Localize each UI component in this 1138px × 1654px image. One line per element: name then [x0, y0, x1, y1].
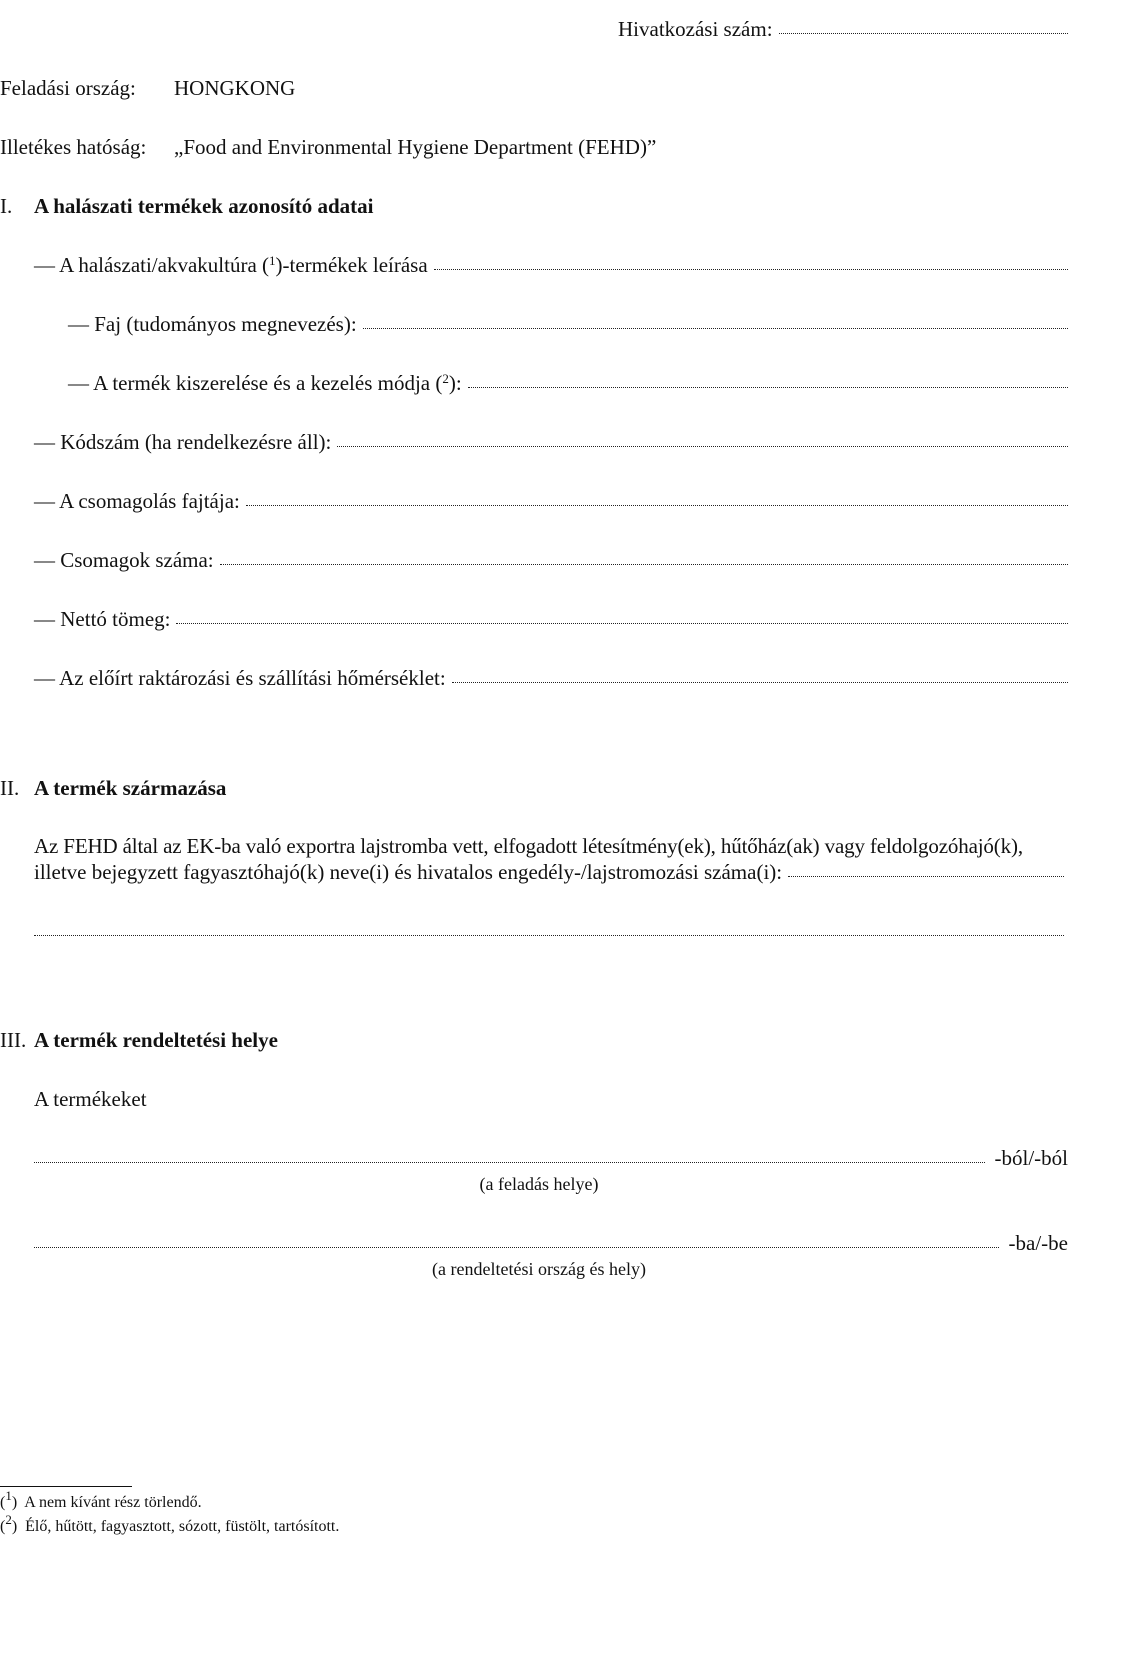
dispatch-place-line [34, 1146, 1068, 1171]
origin-paragraph-line-1: Az FEHD által az EK-ba való exportra lajstromba vett, elfogadott létesítmény(ek), hűtőház(ak) vagy feldolgozóhajó(k), [34, 834, 1023, 858]
footnote-ref-1: 1 [269, 253, 276, 268]
net-weight-line [34, 607, 1068, 632]
presentation-line [68, 371, 1068, 396]
destination-place-line [34, 1231, 1068, 1256]
product-description-line [34, 253, 1068, 278]
packaging-type-line [34, 489, 1068, 514]
section-3-title: A termék rendeltetési helye [34, 1028, 278, 1052]
package-count-line [34, 548, 1068, 573]
dispatch-place-suffix: -ból/-ból [994, 1146, 1068, 1170]
packaging-type-field[interactable] [246, 505, 1068, 506]
destination-intro: A termékeket [34, 1087, 147, 1111]
temperature-line [34, 666, 1068, 691]
reference-number-field[interactable] [779, 33, 1068, 34]
footnote-1-text: A nem kívánt rész törlendő. [24, 1494, 202, 1511]
product-description-field[interactable] [434, 269, 1068, 270]
product-description-label: — A halászati/akvakultúra ($^1$)-termékek leírása [34, 253, 428, 277]
origin-paragraph-line-2 [34, 860, 1064, 885]
section-1-number: I. [0, 194, 13, 218]
presentation-label: — A termék kiszerelése és a kezelés módja ($^2$): [68, 371, 462, 395]
section-3-number: III. [0, 1028, 27, 1052]
footnote-1-mark: 1 [5, 1488, 12, 1503]
package-count-label: — Csomagok száma: [34, 548, 214, 572]
destination-place-suffix: -ba/-be [1008, 1231, 1068, 1255]
code-number-field[interactable] [337, 446, 1068, 447]
competent-authority-value: „Food and Environmental Hygiene Department (FEHD)” [174, 135, 657, 159]
dispatch-place-field[interactable] [34, 1162, 985, 1163]
species-field[interactable] [363, 328, 1068, 329]
footnote-2-mark: 2 [5, 1512, 12, 1527]
dispatch-country-value: HONGKONG [174, 76, 296, 100]
footnote-separator [0, 1486, 132, 1487]
footnote-1: ($^1$) A nem kívánt rész törlendő. [0, 1488, 202, 1511]
dispatch-country-label: Feladási ország: [0, 76, 136, 100]
packaging-type-label: — A csomagolás fajtája: [34, 489, 240, 513]
species-line [68, 312, 1068, 337]
reference-number-label: Hivatkozási szám: [618, 17, 773, 41]
destination-place-field[interactable] [34, 1247, 999, 1248]
reference-number-line [618, 17, 1068, 42]
origin-paragraph-text-2: illetve bejegyzett fagyasztóhajó(k) neve(i) és hivatalos engedély-/lajstromozási száma(i): [34, 860, 783, 884]
establishment-field[interactable] [788, 876, 1064, 877]
package-count-field[interactable] [220, 564, 1068, 565]
net-weight-label: — Nettó tömeg: [34, 607, 171, 631]
competent-authority-label: Illetékes hatóság: [0, 135, 147, 159]
footnote-2: ($^2$) Élő, hűtött, fagyasztott, sózott, füstölt, tartósított. [0, 1512, 340, 1535]
destination-place-caption: (a rendeltetési ország és hely) [432, 1259, 646, 1279]
section-1-title: A halászati termékek azonosító adatai [34, 194, 374, 218]
code-number-line [34, 430, 1068, 455]
temperature-label: — Az előírt raktározási és szállítási hőmérséklet: [34, 666, 446, 690]
species-label: — Faj (tudományos megnevezés): [68, 312, 357, 336]
footnote-ref-2: 2 [442, 371, 449, 386]
temperature-field[interactable] [452, 682, 1068, 683]
section-2-number: II. [0, 776, 20, 800]
dispatch-place-caption: (a feladás helye) [479, 1174, 599, 1194]
net-weight-field[interactable] [176, 623, 1068, 624]
presentation-field[interactable] [468, 387, 1068, 388]
establishment-field-continuation[interactable] [34, 935, 1064, 936]
code-number-label: — Kódszám (ha rendelkezésre áll): [34, 430, 332, 454]
footnote-2-text: Élő, hűtött, fagyasztott, sózott, füstölt, tartósított. [25, 1518, 340, 1535]
section-2-title: A termék származása [34, 776, 227, 800]
